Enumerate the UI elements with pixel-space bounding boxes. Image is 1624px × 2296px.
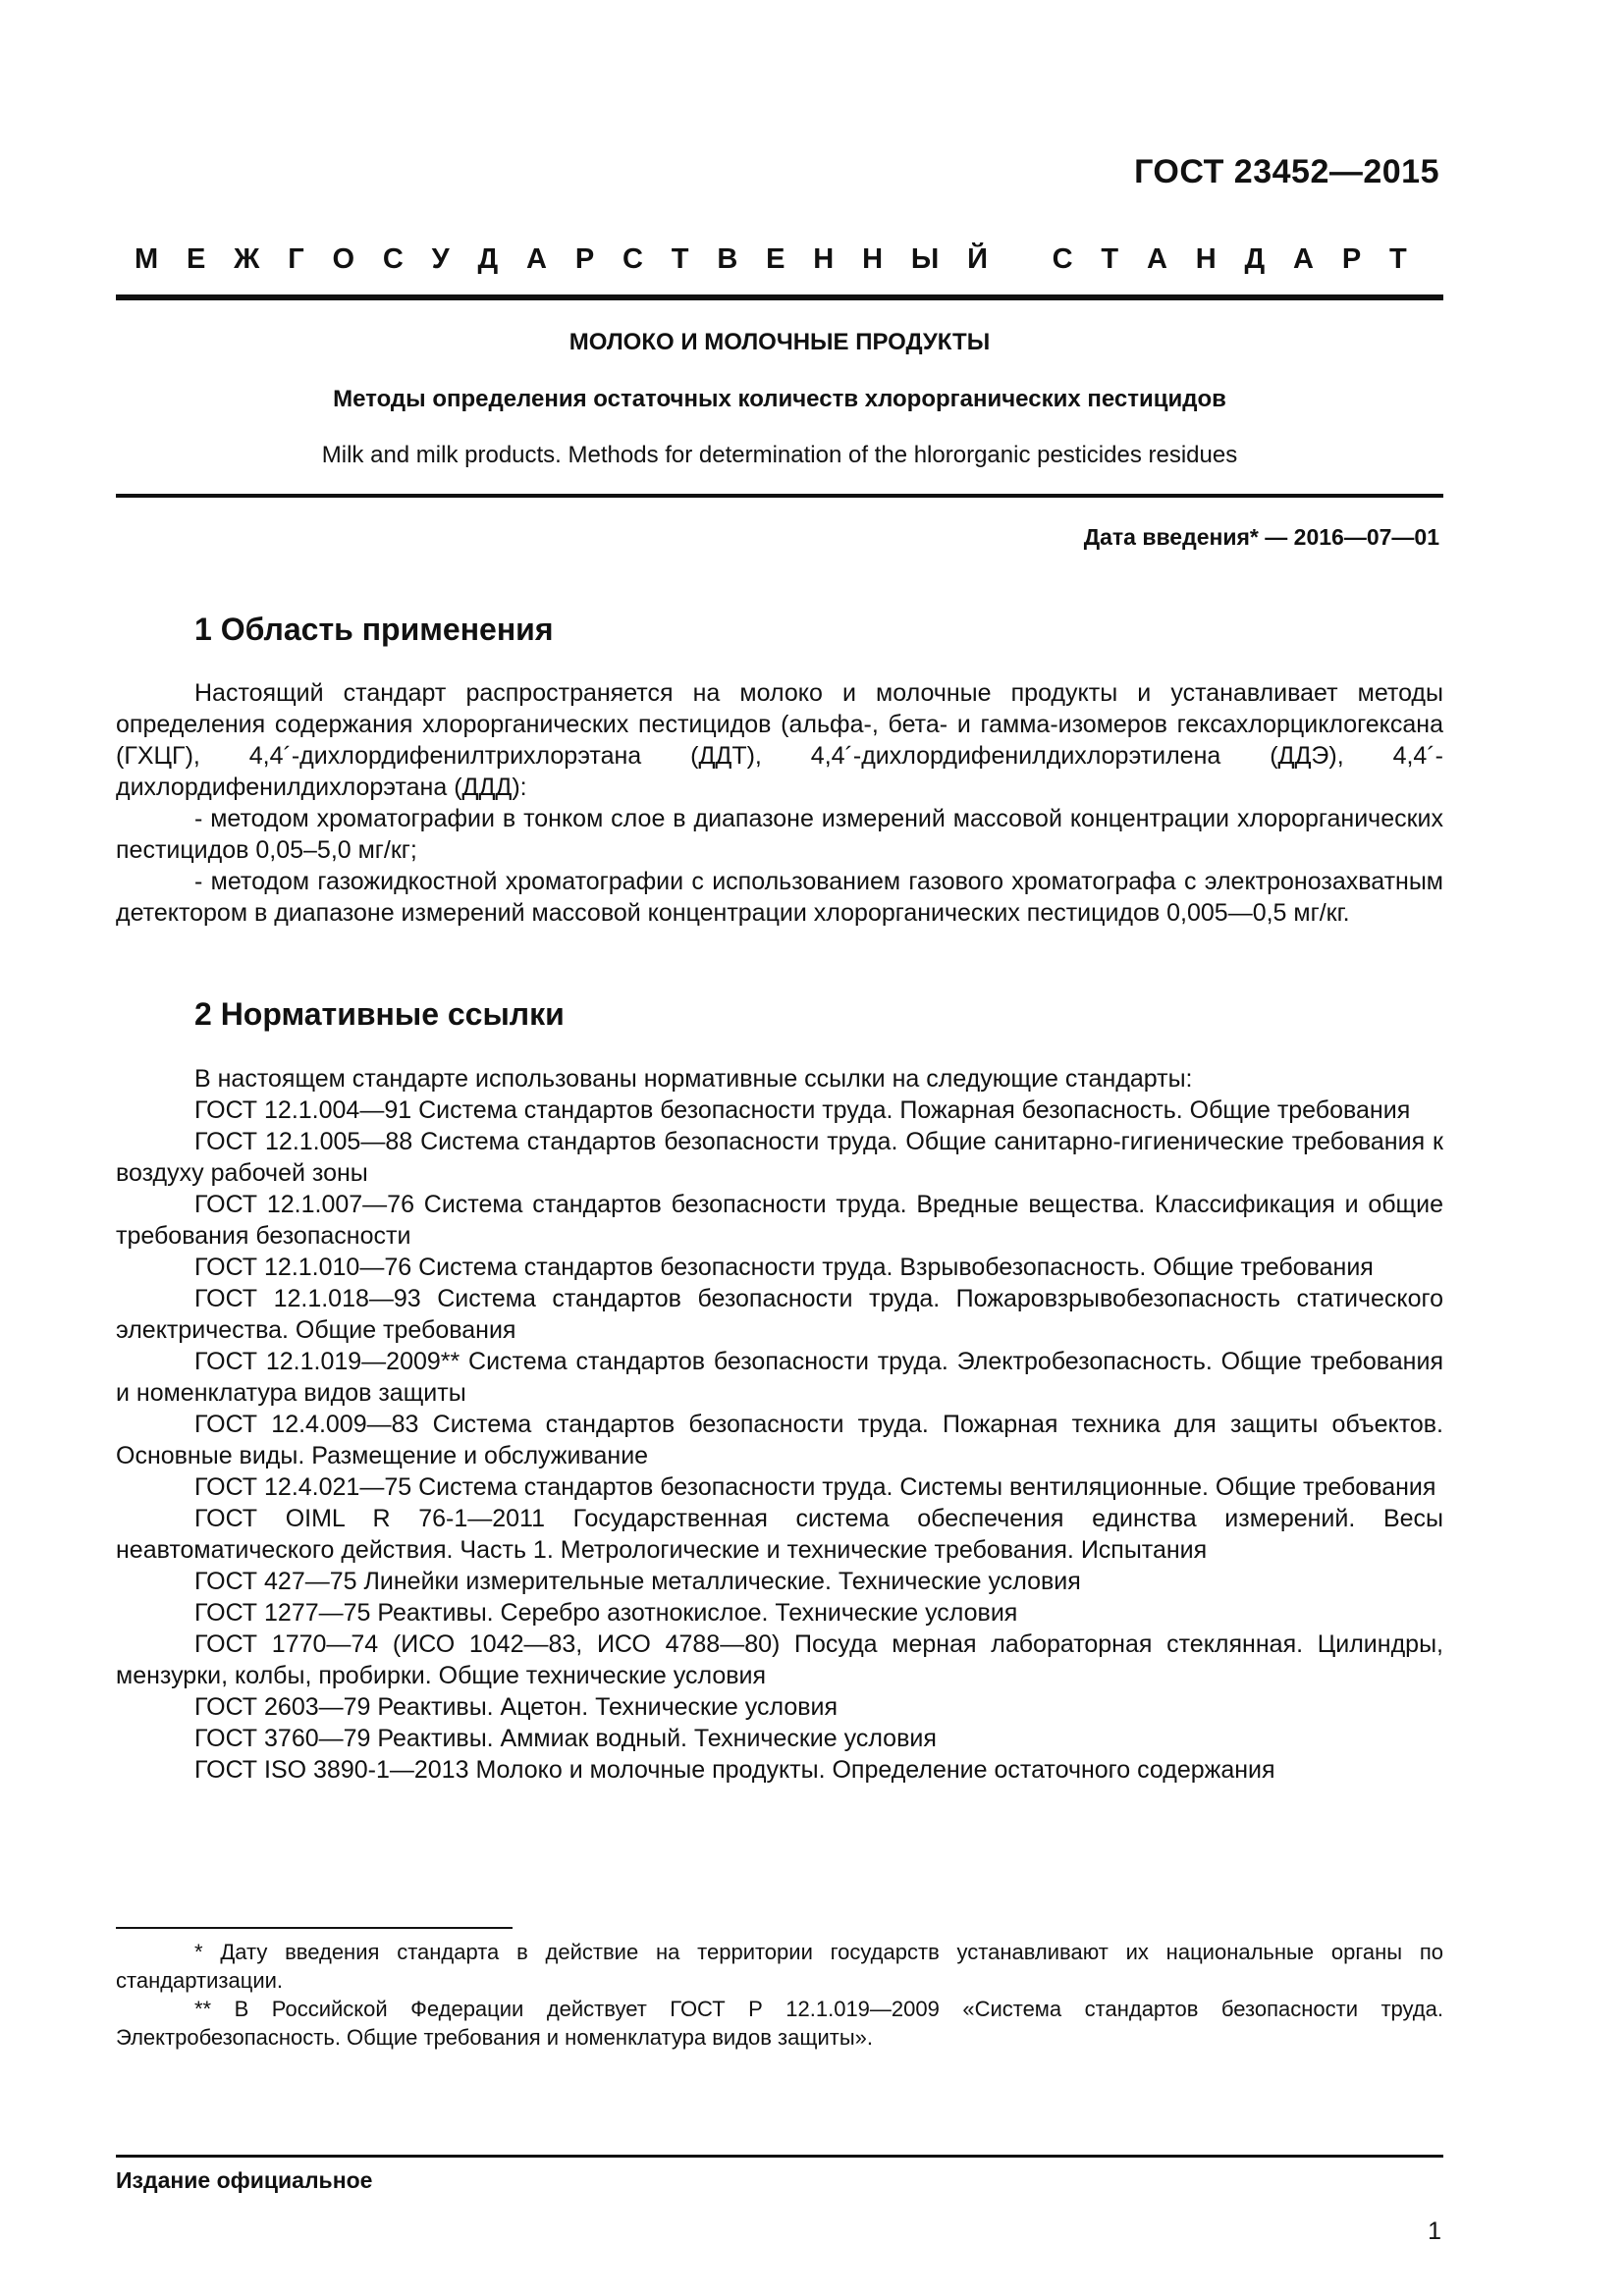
reference-item: ГОСТ OIML R 76-1—2011 Государственная система обеспечения единства измерений. Весы неавтоматического действия. Часть 1. Метрологические и технические требования. Испытания: [116, 1505, 1443, 1564]
footnote: * Дату введения стандарта в действие на территории государств устанавливают их национальные органы по стандартизации.: [116, 1940, 1443, 1993]
reference-item: ГОСТ 12.1.005—88 Система стандартов безопасности труда. Общие санитарно-гигиенические требования к воздуху рабочей зоны: [116, 1128, 1443, 1187]
document-title: МОЛОКО И МОЛОЧНЫЕ ПРОДУКТЫ: [568, 329, 991, 355]
banner-letter: У: [431, 243, 450, 275]
banner-letter: Н: [1195, 243, 1217, 275]
banner-letter: Ы: [910, 243, 940, 275]
banner-letter: Р: [574, 243, 595, 275]
reference-item: ГОСТ 3760—79 Реактивы. Аммиак водный. Технические условия: [194, 1725, 937, 1752]
reference-item: ГОСТ 12.1.010—76 Система стандартов безопасности труда. Взрывобезопасность. Общие требования: [194, 1254, 1374, 1281]
reference-item: ГОСТ 1770—74 (ИСО 1042—83, ИСО 4788—80) Посуда мерная лабораторная стеклянная. Цилиндры, мензурки, колбы, пробирки. Общие технические условия: [116, 1630, 1443, 1689]
paragraph: - методом хроматографии в тонком слое в диапазоне измерений массовой концентрации хлорорганических пестицидов 0,05–5,0 мг/кг;: [116, 805, 1443, 864]
document-subtitle: Методы определения остаточных количеств хлорорганических пестицидов: [333, 386, 1226, 412]
banner-letter: А: [1146, 243, 1167, 275]
banner-letter: Т: [1101, 243, 1119, 275]
reference-item: ГОСТ 427—75 Линейки измерительные металлические. Технические условия: [194, 1568, 1081, 1595]
reference-item: ГОСТ 12.1.007—76 Система стандартов безопасности труда. Вредные вещества. Классификация и общие требования безопасности: [116, 1191, 1443, 1250]
banner-letter: Н: [813, 243, 835, 275]
reference-item: ГОСТ 12.4.021—75 Система стандартов безопасности труда. Системы вентиляционные. Общие требования: [194, 1473, 1436, 1501]
section-references-body: [116, 1063, 1443, 1786]
banner-letter: Й: [967, 243, 988, 275]
footnote: ** В Российской Федерации действует ГОСТ Р 12.1.019—2009 «Система стандартов безопасности труда. Электробезопасность. Общие требования и номенклатура видов защиты».: [116, 1997, 1443, 2050]
banner-letter: О: [332, 243, 355, 275]
banner-letter: Е: [766, 243, 785, 275]
reference-item: ГОСТ 1277—75 Реактивы. Серебро азотнокислое. Технические условия: [194, 1599, 1018, 1627]
section-heading-scope: 1 Область применения: [194, 612, 554, 647]
reference-item: ГОСТ 12.1.018—93 Система стандартов безопасности труда. Пожаровзрывобезопасность статического электричества. Общие требования: [116, 1285, 1443, 1344]
introduction-date: Дата введения* — 2016—07—01: [1083, 524, 1439, 550]
title-divider: [116, 494, 1443, 498]
section-scope-body: [116, 677, 1443, 929]
banner-letter: А: [526, 243, 547, 275]
official-edition-label: Издание официальное: [116, 2167, 373, 2193]
reference-item: ГОСТ 2603—79 Реактивы. Ацетон. Технические условия: [194, 1693, 839, 1721]
banner-letter: Г: [288, 243, 304, 275]
footer-divider: [116, 2155, 1443, 2158]
banner-letter: Е: [187, 243, 206, 275]
reference-item: ГОСТ 12.4.009—83 Система стандартов безопасности труда. Пожарная техника для защиты объектов. Основные виды. Размещение и обслуживание: [116, 1411, 1443, 1469]
reference-item: ГОСТ ISO 3890-1—2013 Молоко и молочные продукты. Определение остаточного содержания: [194, 1756, 1275, 1784]
banner-letter: С: [1052, 243, 1073, 275]
footnotes: [116, 1938, 1443, 2052]
page-number: 1: [1428, 2217, 1441, 2245]
banner-letter: Т: [1388, 243, 1407, 275]
footnote-separator: [116, 1927, 513, 1929]
paragraph: Настоящий стандарт распространяется на молоко и молочные продукты и устанавливает методы определения содержания хлорорганических пестицидов (альфа-, бета- и гамма-изомеров гексахлорциклогексана (ГХЦГ), 4,4´-дихлордифенилтрихлорэтана (ДДТ), 4,4´-дихлордифенилдихлорэтилена (ДДЭ), 4,4´-дихлордифенилдихлорэтана (ДДД):: [116, 679, 1443, 801]
banner-letter: Р: [1341, 243, 1362, 275]
paragraph: В настоящем стандарте использованы нормативные ссылки на следующие стандарты:: [194, 1065, 1193, 1093]
banner-word-gap: [1016, 243, 1024, 276]
banner-letter: Д: [1244, 243, 1266, 275]
reference-item: ГОСТ 12.1.004—91 Система стандартов безопасности труда. Пожарная безопасность. Общие требования: [194, 1096, 1411, 1124]
banner-letter: Т: [671, 243, 689, 275]
banner-letter: Д: [477, 243, 499, 275]
banner-letter: Н: [862, 243, 884, 275]
document-title-english: Milk and milk products. Methods for determination of the hlororganic pesticides residues: [321, 442, 1238, 468]
paragraph: - методом газожидкостной хроматографии с использованием газового хроматографа с электронозахватным детектором в диапазоне измерений массовой концентрации хлорорганических пестицидов 0,005—0,5 мг/кг.: [116, 868, 1443, 927]
banner-letter: С: [623, 243, 643, 275]
header-divider: [116, 294, 1443, 300]
interstate-standard-banner: [135, 243, 1407, 276]
banner-letter: В: [717, 243, 738, 275]
section-heading-references: 2 Нормативные ссылки: [194, 996, 565, 1032]
banner-letter: Ж: [234, 243, 260, 275]
banner-letter: С: [382, 243, 404, 275]
gost-number: ГОСТ 23452—2015: [1134, 153, 1439, 190]
reference-item: ГОСТ 12.1.019—2009** Система стандартов безопасности труда. Электробезопасность. Общие требования и номенклатура видов защиты: [116, 1348, 1443, 1407]
banner-letter: А: [1293, 243, 1314, 275]
banner-letter: М: [135, 243, 159, 275]
